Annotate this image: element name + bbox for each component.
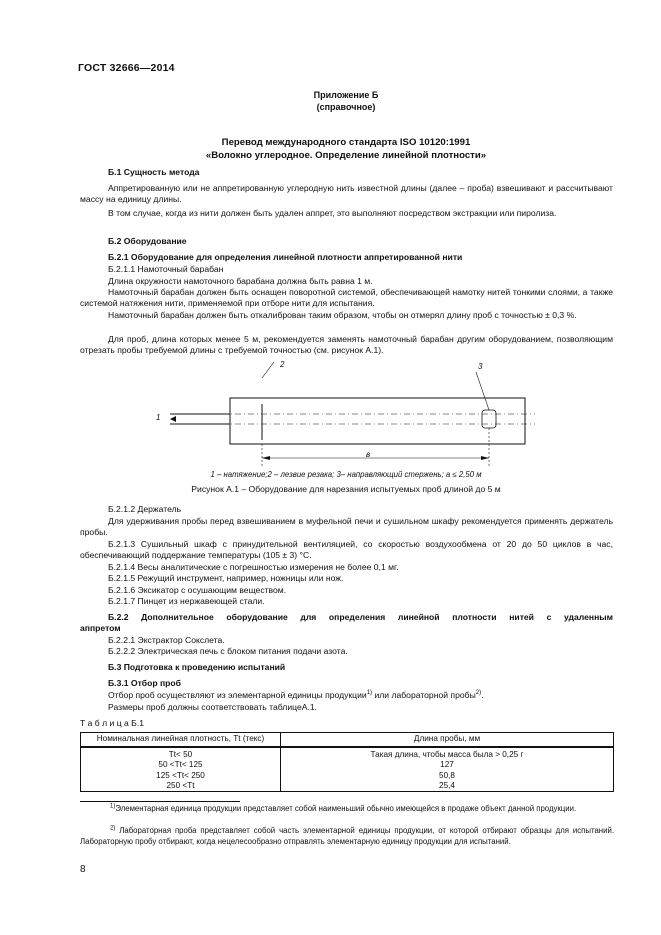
table-cell: 127 bbox=[281, 760, 614, 770]
dim-arrow-left bbox=[262, 456, 270, 460]
table-cell: 50 <Tt< 125 bbox=[81, 760, 281, 770]
sampling-text: Отбор проб осуществляют из элементарной единицы продукции$^{1)}$ или лабораторной пробы$^{2)}$. bbox=[108, 690, 484, 700]
short-samples-text: Для проб, длина которых менее 5 м, рекомендуется заменять намоточный барабан другим оборудованием, позволяющим отрезать пробы требуемой длины с требуемой точностью (см. рисунок А.1). bbox=[80, 334, 613, 356]
section-2-1-1: Б.2.1.1 Намоточный барабан bbox=[108, 264, 224, 274]
page-number: 8 bbox=[80, 864, 86, 875]
footnote-divider bbox=[80, 801, 240, 802]
table-caption: Т а б л и ц а Б.1 bbox=[80, 718, 144, 728]
section-2-2-heading-line1: Б.2.2 Дополнительное оборудование для определения линейной плотности нитей с удаленным bbox=[108, 612, 613, 622]
tension-arrow bbox=[170, 416, 176, 422]
section-2-1-6: Б.2.1.6 Эксикатор с осушающим веществом. bbox=[108, 585, 287, 595]
figure-label-1: 1 bbox=[156, 413, 161, 422]
table-cell: 25,4 bbox=[281, 781, 614, 792]
table-row bbox=[81, 760, 614, 770]
figure-legend: 1 – натяжение;2 – лезвие резака; 3– направляющий стержень; a ≤ 2,50 м bbox=[210, 470, 482, 479]
footnote-1: $^{1)}$Элементарная единица продукции представляет собой наименьший обычно имеющейся в продаже объект данной продукции. bbox=[110, 803, 577, 813]
table-cell: 125 <Tt< 250 bbox=[81, 771, 281, 781]
table-cell: Tt< 50 bbox=[81, 747, 281, 760]
table-header-length: Длина пробы, мм bbox=[281, 733, 614, 748]
dim-arrow-right bbox=[481, 456, 489, 460]
table-cell: Такая длина, чтобы масса была > 0,25 г bbox=[281, 747, 614, 760]
figure-dimension-label: в bbox=[366, 450, 371, 459]
section-2-1-5: Б.2.1.5 Режущий инструмент, например, ножницы или нож. bbox=[108, 573, 344, 583]
guide-rod bbox=[482, 410, 496, 428]
footnote-2: $^{2)}$ Лабораторная проба представляет собой часть элементарной единицы продукции, от которой отбирают образцы для испытаний. Лабораторную пробу отбирают, когда нецелесообразно отправлять элементарную единицу продукции для испытаний. bbox=[80, 825, 614, 846]
section-2-1-2: Б.2.1.2 Держатель bbox=[108, 504, 182, 514]
table-row bbox=[81, 747, 614, 760]
section-1-heading: Б.1 Сущность метода bbox=[108, 167, 200, 177]
drum-frame bbox=[230, 398, 525, 444]
section-3-heading: Б.3 Подготовка к проведению испытаний bbox=[108, 662, 286, 672]
table-cell: 50,8 bbox=[281, 771, 614, 781]
table-row bbox=[81, 781, 614, 792]
section-2-1-7: Б.2.1.7 Пинцет из нержавеющей стали. bbox=[108, 596, 265, 606]
section-2-2-heading-line2: аппретом bbox=[80, 623, 121, 633]
drum-circumference: Длина окружности намоточного барабана должна быть равна 1 м. bbox=[108, 276, 373, 286]
document-header: ГОСТ 32666—2014 bbox=[78, 62, 175, 74]
section-2-2-2: Б.2.2.2 Электрическая печь с блоком питания подачи азота. bbox=[108, 646, 348, 656]
figure-cutting-equipment bbox=[140, 358, 560, 468]
sample-size-text: Размеры проб должны соответствовать таблицеА.1. bbox=[108, 702, 318, 712]
holder-text: Для удерживания пробы перед взвешиванием в муфельной печи и сушильном шкафу рекомендуется применять держатель пробы. bbox=[80, 516, 613, 538]
section-2-1-4: Б.2.1.4 Весы аналитические с погрешностью измерения не более 0,1 мг. bbox=[108, 562, 399, 572]
appendix-title: Приложение Б bbox=[313, 90, 379, 100]
sample-length-table bbox=[80, 732, 614, 792]
section-2-heading: Б.2 Оборудование bbox=[108, 236, 187, 246]
section-2-1-heading: Б.2.1 Оборудование для определения линейной плотности аппретированной нити bbox=[108, 252, 463, 262]
appendix-subtitle: (справочное) bbox=[316, 102, 376, 112]
label-3-leader bbox=[476, 372, 489, 410]
figure-label-3: 3 bbox=[478, 362, 483, 371]
table-header-row bbox=[81, 733, 614, 748]
label-2-leader bbox=[262, 362, 274, 378]
table-cell: 250 <Tt bbox=[81, 781, 281, 792]
figure-label-2: 2 bbox=[280, 360, 285, 369]
doc-title-line2: «Волокно углеродное. Определение линейной плотности» bbox=[205, 150, 487, 161]
section-3-1-heading: Б.3.1 Отбор проб bbox=[108, 678, 181, 688]
section-2-2-1: Б.2.2.1 Экстрактор Сокслета. bbox=[108, 635, 225, 645]
section-2-1-3: Б.2.1.3 Сушильный шкаф с принудительной вентиляцией, со скоростью воздухообмена от 20 до 50 циклов в час, обеспечивающий поддержание температуры (105 ± 3) °С. bbox=[80, 539, 613, 561]
table-header-density: Номинальная линейная плотность, Tt (текс) bbox=[81, 733, 281, 748]
drum-rotation-text: Намоточный барабан должен быть оснащен поворотной системой, обеспечивающей намотку нитей тонкими слоями, а также системой натяжения нити, применяемой при отборе нити для испытания. bbox=[80, 287, 613, 309]
section-1-paragraph-2: В том случае, когда из нити должен быть удален аппрет, это выполняют посредством экстракции или пиролиза. bbox=[108, 208, 557, 218]
figure-caption: Рисунок А.1 – Оборудование для нарезания испытуемых проб длиной до 5 м bbox=[191, 484, 501, 494]
section-1-paragraph-1: Аппретированную или не аппретированную углеродную нить известной длины (далее – проба) взвешивают и рассчитывают массу на единицу длины. bbox=[80, 183, 613, 205]
doc-title-line1: Перевод международного стандарта ISO 10120:1991 bbox=[221, 137, 471, 148]
drum-calibration-text: Намоточный барабан должен быть откалиброван таким образом, чтобы он отмерял длину проб с точностью ± 0,3 %. bbox=[108, 310, 577, 320]
table-row bbox=[81, 771, 614, 781]
